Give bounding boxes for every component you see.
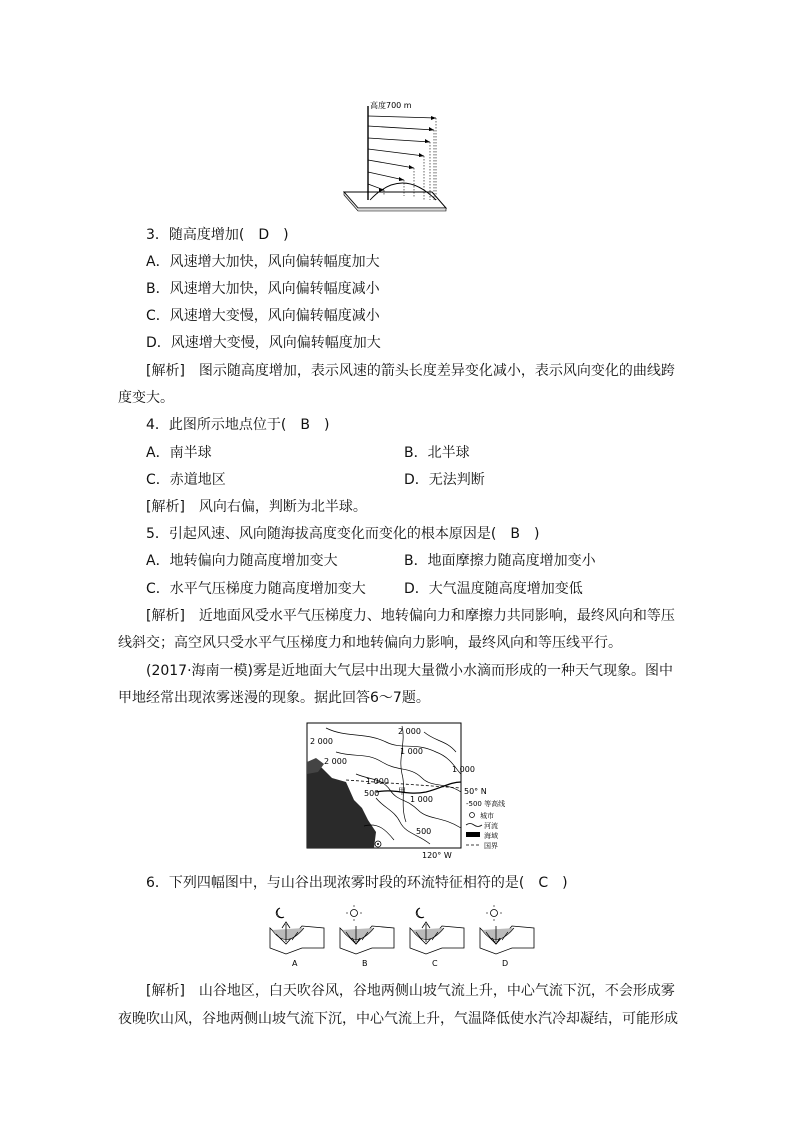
sun-icon [351,910,358,917]
contour-label: 1 000 [410,795,433,804]
q4-option-a: A．南半球 [146,445,212,461]
panel-label-c: C [432,959,438,968]
moon-icon [416,908,424,918]
panel-a [270,908,324,968]
place-label: 甲 [398,787,406,796]
moon-icon [276,908,284,918]
latitude-label: 50° N [464,787,487,796]
q4-option-b: B．北半球 [404,445,470,461]
q3-analysis-tag: [解析] [146,363,185,379]
q6-analysis-text-1: 山谷地区，白天吹谷风，谷地两侧山坡气流上升，中心气流下沉，不会形成雾 [184,983,675,999]
city-icon [470,813,475,818]
topographic-map [306,722,532,860]
sea-icon [466,832,480,837]
q3-option-a: A．风速增大加快，风向偏转幅度加大 [146,254,380,270]
contour-label: 500 [416,827,432,836]
q3-stem: 3．随高度增加( D ) [146,227,289,243]
q5-option-c: C．水平气压梯度力随高度增加变大 [146,581,366,597]
contour-label: 1 000 [400,747,423,756]
q4-stem: 4．此图所示地点位于( B ) [146,417,330,433]
q5-analysis-tag: [解析] [146,608,185,624]
q5-analysis-line-1 [146,606,675,626]
q3-analysis-text-1: 图示随高度增加，表示风速的箭头长度差异变化减小，表示风向变化的曲线跨 [184,363,675,379]
panel-b [340,905,394,968]
legend-contour: -500 等高线 [466,800,506,808]
sun-icon [491,910,498,917]
q6-stem: 6．下列四幅图中，与山谷出现浓雾时段的环流特征相符的是( C ) [146,875,568,891]
contour-label: 2 000 [324,757,347,766]
q6-analysis-tag: [解析] [146,983,185,999]
valley-circulation-panels [266,904,536,970]
wind-height-figure [340,96,448,212]
q5-option-d: D．大气温度随高度增加变低 [404,581,583,597]
passage-line-2: 甲地经常出现浓雾迷漫的现象。据此回答6～7题。 [118,690,430,706]
q5-option-b: B．地面摩擦力随高度增加变小 [404,553,596,569]
contour-label: 2 000 [310,737,333,746]
q5-stem: 5．引起风速、风向随海拔高度变化而变化的根本原因是( B ) [146,526,540,542]
q3-option-b: B．风速增大加快，风向偏转幅度减小 [146,281,380,297]
contour-label: 1 000 [452,765,475,774]
q5-analysis-text-1: 近地面风受水平气压梯度力、地转偏向力和摩擦力共同影响，最终风向和等压 [184,608,675,624]
q5-analysis-line-2: 线斜交；高空风只受水平气压梯度力和地转偏向力影响，最终风向和等压线平行。 [118,635,622,651]
panel-c [410,908,464,968]
q3-analysis-line-2: 度变大。 [118,390,174,406]
q3-analysis-line-1 [146,361,675,381]
contour-label: 2 000 [398,727,421,736]
legend-sea: 海域 [484,832,498,840]
panel-label-d: D [502,959,509,968]
q4-analysis-text-1: 风向右偏，判断为北半球。 [184,499,367,515]
q3-option-d: D．风速增大变慢，风向偏转幅度加大 [146,335,381,351]
q6-analysis-line-1 [146,981,675,1001]
legend-border: 国界 [484,842,498,850]
q4-option-c: C．赤道地区 [146,472,226,488]
river-icon [466,824,482,827]
q4-analysis-line-1 [146,497,367,517]
q3-option-c: C．风速增大变慢，风向偏转幅度减小 [146,308,380,324]
height-label: 高度700 m [370,101,412,110]
q6-analysis-line-2: 夜晚吹山风，谷地两侧山坡气流下沉，中心气流上升，气温降低使水汽冷却凝结，可能形成 [118,1011,678,1027]
panel-label-b: B [362,959,368,968]
q4-option-d: D．无法判断 [404,472,485,488]
legend-river: 河流 [484,822,498,830]
q4-analysis-tag: [解析] [146,499,185,515]
legend-city: 城市 [480,812,494,820]
longitude-label: 120° W [422,851,452,860]
panel-label-a: A [292,959,298,968]
contour-label: 500 [364,789,380,798]
q5-option-a: A．地转偏向力随高度增加变大 [146,553,338,569]
panel-d [480,905,534,968]
contour-label: 1 000 [366,777,389,786]
passage-line-1: (2017·海南一模)雾是近地面大气层中出现大量微小水滴而形成的一种天气现象。图中 [146,663,674,679]
